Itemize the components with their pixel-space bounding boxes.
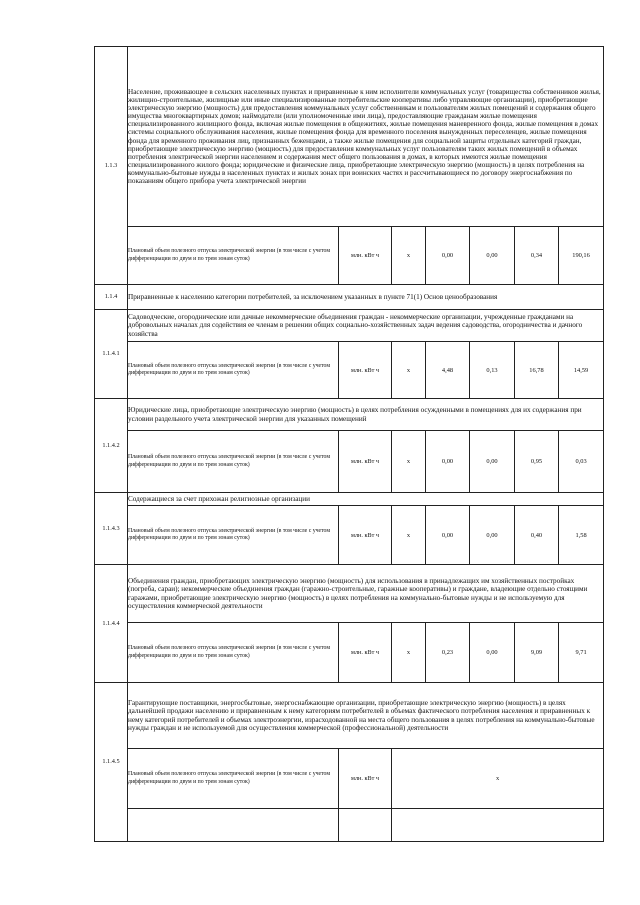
- value-cell: х: [392, 623, 426, 683]
- value-cell: х: [392, 227, 426, 285]
- row-code: 1.1.4.2: [95, 399, 128, 493]
- table-row: [95, 493, 604, 506]
- empty-cell: [128, 809, 339, 842]
- value-cell: 0,00: [470, 227, 515, 285]
- value-cell: 1,58: [559, 506, 604, 565]
- row-description: Юридические лица, приобретающие электрическую энергию (мощность) в целях потребления осужденными в помещениях для их содержания при условии раздельного учета электрической энергии для указанных помещений: [128, 399, 604, 431]
- unit-cell: млн. кВт ч: [339, 227, 392, 285]
- table-row: [95, 399, 604, 431]
- table-row: [95, 809, 604, 842]
- plan-volume-label: Плановый объем полезного отпуска электрической энергии (в том числе с учетом дифференциации по двум и по трем зонам суток): [128, 749, 339, 809]
- table-row: [95, 749, 604, 809]
- table-row: [95, 342, 604, 399]
- table-row: [95, 565, 604, 623]
- value-cell: 9,09: [515, 623, 559, 683]
- table-row: [95, 285, 604, 310]
- row-code: 1.1.3: [95, 47, 128, 285]
- table-row: [95, 47, 604, 227]
- value-cell: 0,03: [559, 431, 604, 493]
- table-row: [95, 623, 604, 683]
- plan-volume-label: Плановый объем полезного отпуска электрической энергии (в том числе с учетом дифференциации по двум и по трем зонам суток): [128, 623, 339, 683]
- unit-cell: млн. кВт ч: [339, 749, 392, 809]
- table-row: [95, 431, 604, 493]
- plan-volume-label: Плановый объем полезного отпуска электрической энергии (в том числе с учетом дифференциации по двум и по трем зонам суток): [128, 227, 339, 285]
- value-cell: х: [392, 506, 426, 565]
- unit-cell: млн. кВт ч: [339, 506, 392, 565]
- merged-value-cell: х: [392, 749, 604, 809]
- value-cell: 0,00: [426, 431, 470, 493]
- value-cell: 0,00: [426, 227, 470, 285]
- row-description: Содержащиеся за счет прихожан религиозные организации: [128, 493, 604, 506]
- value-cell: 190,16: [559, 227, 604, 285]
- row-code: 1.1.4.1: [95, 310, 128, 399]
- tariff-table: [94, 46, 604, 842]
- value-cell: 0,40: [515, 506, 559, 565]
- plan-volume-label: Плановый объем полезного отпуска электрической энергии (в том числе с учетом дифференциации по двум и по трем зонам суток): [128, 506, 339, 565]
- value-cell: 9,71: [559, 623, 604, 683]
- empty-cell: [392, 809, 604, 842]
- value-cell: 0,00: [426, 506, 470, 565]
- plan-volume-label: Плановый объем полезного отпуска электрической энергии (в том числе с учетом дифференциации по двум и по трем зонам суток): [128, 342, 339, 399]
- value-cell: 0,23: [426, 623, 470, 683]
- value-cell: 0,00: [470, 431, 515, 493]
- table-row: [95, 506, 604, 565]
- table-row: [95, 683, 604, 749]
- value-cell: 0,34: [515, 227, 559, 285]
- unit-cell: млн. кВт ч: [339, 431, 392, 493]
- row-description: Приравненные к населению категории потребителей, за исключением указанных в пункте 71(1) Основ ценообразования: [128, 285, 604, 310]
- row-description: Население, проживающее в сельских населенных пунктах и приравненные к ним исполнители коммунальных услуг (товарищества собственников жилья, жилищно-строительные, жилищные или иные специализированные потребительские кооперативы либо управляющие организации), приобретающие электрическую энергию (мощность) для предоставления коммунальных услуг собственникам и пользователям жилых помещений и содержания общего имущества многоквартирных домов; наймодатели (или уполномоченные ими лица), предоставляющие гражданам жилые помещения специализированного жилищного фонда, включая жилые помещения в общежитиях, жилые помещения маневренного фонда, жилые помещения в домах системы социального обслуживания населения, жилые помещения фонда для временного поселения вынужденных переселенцев, жилые помещения фонда для временного проживания лиц, признанных беженцами, а также жилые помещения для социальной защиты отдельных категорий граждан, приобретающие электрическую энергию (мощность) для предоставления коммунальных услуг пользователям таких жилых помещений в объемах потребления электрической энергии населением и содержания мест общего пользования в домах, в которых имеются жилые помещения специализированного жилого фонда; юридические и физические лица, приобретающие электрическую энергию (мощность) в целях потребления на коммунально-бытовые нужды в населенных пунктах и жилых зонах при воинских частях и рассчитывающиеся по договору энергоснабжения по показаниям общего прибора учета электрической энергии: [128, 47, 604, 227]
- unit-cell: млн. кВт ч: [339, 623, 392, 683]
- value-cell: 0,00: [470, 623, 515, 683]
- table-row: [95, 227, 604, 285]
- row-code: 1.1.4: [95, 285, 128, 310]
- row-description: Садоводческие, огороднические или дачные некоммерческие объединения граждан - некоммерческие организации, учрежденные гражданами на добровольных началах для содействия ее членам в решении общих социально-хозяйственных задач ведения садоводства, огородничества и дачного хозяйства: [128, 310, 604, 342]
- row-code: 1.1.4.5: [95, 683, 128, 842]
- table-row: [95, 310, 604, 342]
- row-description: Объединения граждан, приобретающих электрическую энергию (мощность) для использования в принадлежащих им хозяйственных постройках (погреба, сараи); некоммерческие объединения граждан (гаражно-строительные, гаражные кооперативы) и граждане, владеющие отдельно стоящими гаражами, приобретающие электрическую энергию (мощность) в целях потребления на коммунально-бытовые нужды и не используемую для осуществления коммерческой деятельности: [128, 565, 604, 623]
- row-code: 1.1.4.3: [95, 493, 128, 565]
- plan-volume-label: Плановый объем полезного отпуска электрической энергии (в том числе с учетом дифференциации по двум и по трем зонам суток): [128, 431, 339, 493]
- row-code: 1.1.4.4: [95, 565, 128, 683]
- value-cell: 4,48: [426, 342, 470, 399]
- value-cell: х: [392, 342, 426, 399]
- value-cell: 14,59: [559, 342, 604, 399]
- value-cell: 16,78: [515, 342, 559, 399]
- value-cell: 0,95: [515, 431, 559, 493]
- row-description: Гарантирующие поставщики, энергосбытовые, энергоснабжающие организации, приобретающие электрическую энергию (мощность) в целях дальнейшей продажи населению и приравненным к нему категориям потребителей в объемах фактического потребления населения и приравненных к нему категорий потребителей и объемах электроэнергии, израсходованной на места общего пользования в целях потребления на коммунально-бытовые нужды граждан и не используемой для осуществления коммерческой (профессиональной) деятельности: [128, 683, 604, 749]
- value-cell: 0,13: [470, 342, 515, 399]
- value-cell: 0,00: [470, 506, 515, 565]
- empty-cell: [339, 809, 392, 842]
- unit-cell: млн. кВт ч: [339, 342, 392, 399]
- value-cell: х: [392, 431, 426, 493]
